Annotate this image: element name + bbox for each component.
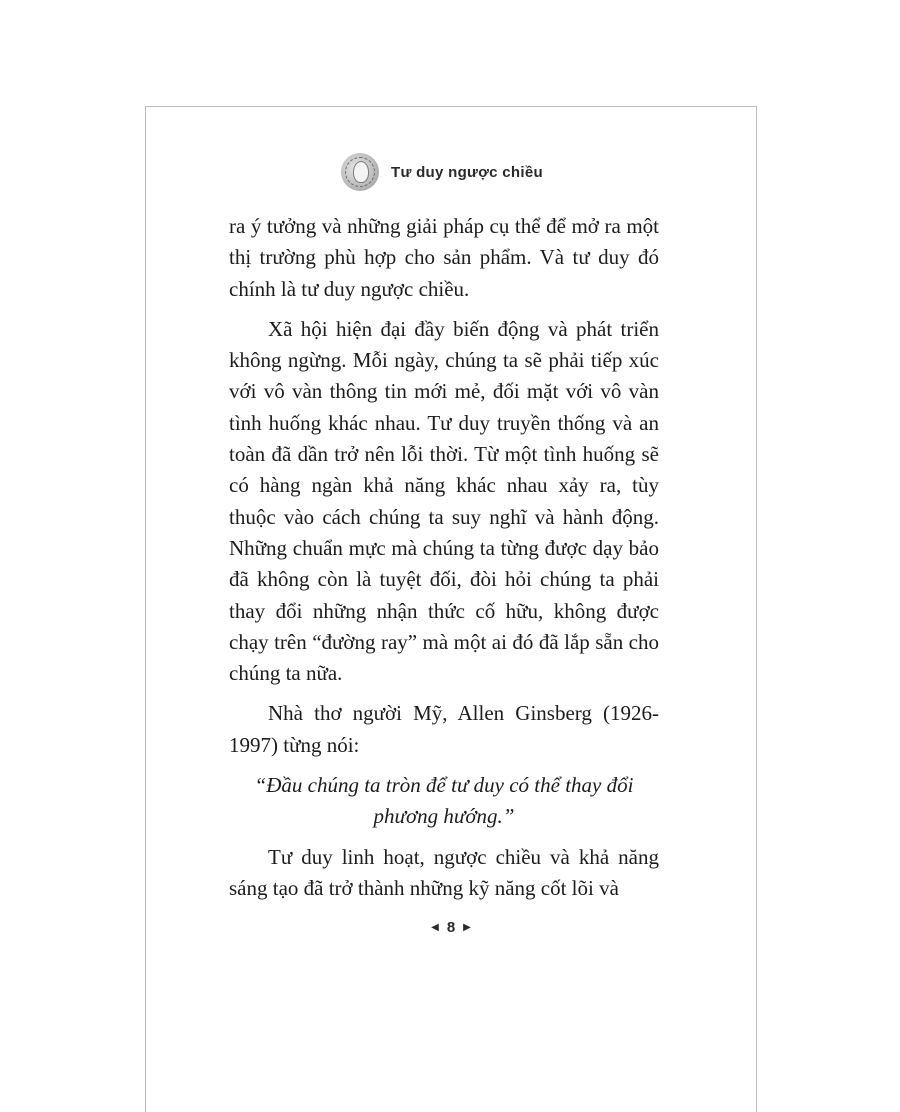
book-page bbox=[145, 106, 757, 1112]
header-title: Tư duy ngược chiều bbox=[391, 163, 543, 181]
paragraph-ginsberg-intro: Nhà thơ người Mỹ, Allen Ginsberg (1926-1997) từng nói: bbox=[229, 701, 659, 757]
triangle-left-icon: ◀ bbox=[431, 922, 439, 933]
book-logo-icon bbox=[341, 153, 379, 191]
paragraph-modern-society: Xã hội hiện đại đầy biến động và phát triển không ngừng. Mỗi ngày, chúng ta sẽ phải tiếp xúc với vô vàn thông tin mới mẻ, đối mặt với vô vàn tình huống khác nhau. Tư duy truyền thống và an toàn đã dần trở nên lỗi thời. Từ một tình huống sẽ có hàng ngàn khả năng khác nhau xảy ra, tùy thuộc vào cách chúng ta suy nghĩ và hành động. Những chuẩn mực mà chúng ta từng được dạy bảo đã không còn là tuyệt đối, đòi hỏi chúng ta phải thay đổi những nhận thức cố hữu, không được chạy trên “đường ray” mà một ai đó đã lắp sẵn cho chúng ta nữa. bbox=[229, 316, 659, 686]
paragraph-closing: Tư duy linh hoạt, ngược chiều và khả năng sáng tạo đã trở thành những kỹ năng cốt lõi và bbox=[229, 844, 659, 900]
body-text bbox=[229, 211, 659, 913]
paragraph-continued: ra ý tưởng và những giải pháp cụ thể để mở ra một thị trường phù hợp cho sản phẩm. Và tư duy đó chính là tư duy ngược chiều. bbox=[229, 214, 659, 301]
page-number-footer bbox=[146, 919, 756, 936]
ginsberg-quote: “Đầu chúng ta tròn để tư duy có thể thay đổi phương hướng.” bbox=[254, 773, 634, 829]
running-header bbox=[341, 153, 543, 191]
page-number: 8 bbox=[446, 919, 456, 936]
triangle-right-icon: ▶ bbox=[463, 922, 471, 933]
